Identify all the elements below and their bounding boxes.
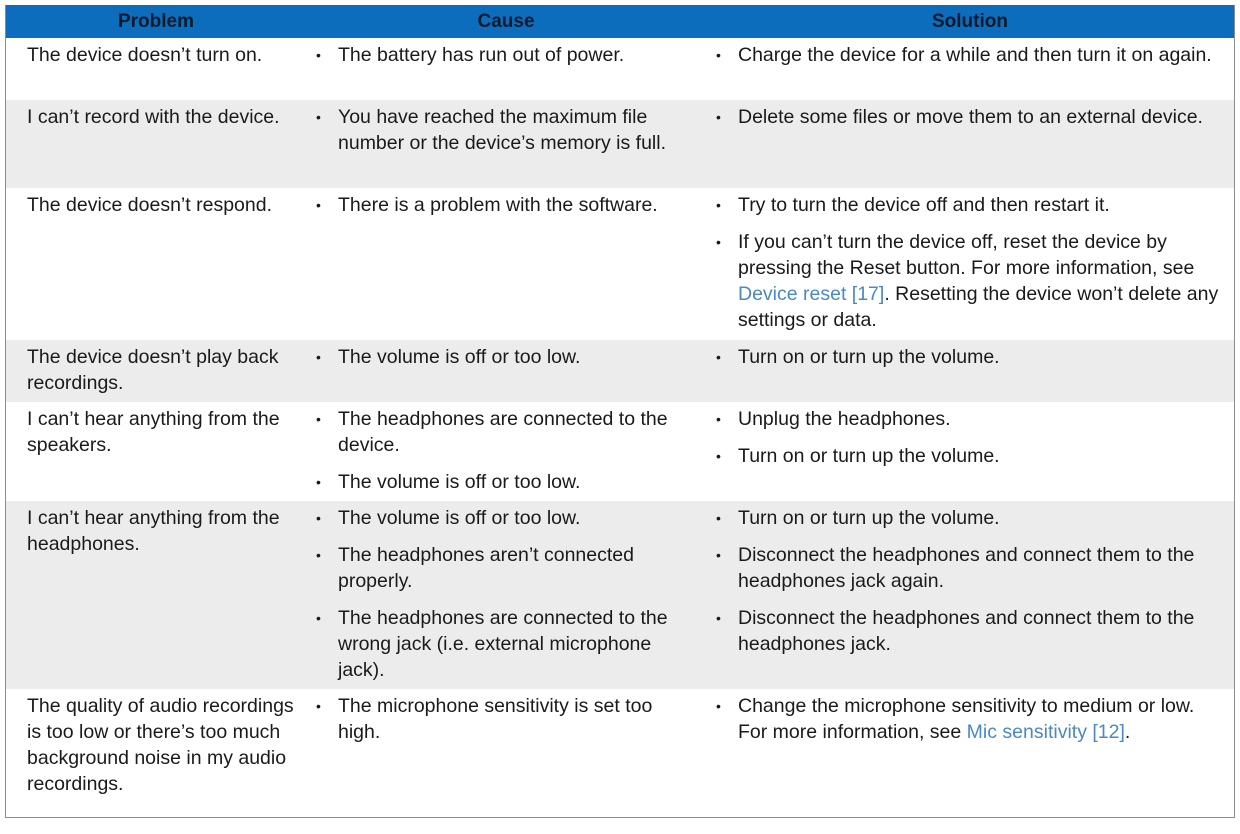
cause-item — [316, 406, 670, 458]
table-row — [6, 402, 1234, 501]
solution-text: Turn on or turn up the volume. — [738, 346, 1000, 368]
bullet-icon: • — [716, 411, 721, 427]
solution-item — [716, 192, 1220, 218]
cause-cell — [306, 104, 706, 182]
solution-text: Disconnect the headphones and connect them to the headphones jack again. — [738, 544, 1195, 592]
solution-item — [716, 542, 1220, 594]
table-row — [6, 340, 1234, 402]
bullet-icon: • — [316, 698, 321, 714]
bullet-icon: • — [716, 547, 721, 563]
solution-cell — [706, 406, 1234, 495]
cause-cell — [306, 344, 706, 396]
table-row — [6, 501, 1234, 689]
table-row — [6, 100, 1234, 188]
solution-text: Disconnect the headphones and connect them to the headphones jack. — [738, 607, 1195, 655]
cause-item — [316, 42, 670, 68]
cause-item — [316, 344, 670, 370]
bullet-icon: • — [316, 547, 321, 563]
bullet-icon: • — [316, 197, 321, 213]
cause-text: The battery has run out of power. — [338, 44, 625, 66]
table-row — [6, 38, 1234, 100]
cause-text: The headphones are connected to the wrong jack (i.e. external microphone jack). — [338, 607, 668, 681]
cause-cell — [306, 693, 706, 811]
solution-text: Unplug the headphones. — [738, 408, 951, 430]
problem-cell: I can’t hear anything from the headphones. — [27, 507, 280, 555]
bullet-icon: • — [316, 510, 321, 526]
table-row — [6, 689, 1234, 817]
solution-text: Charge the device for a while and then turn it on again. — [738, 44, 1212, 66]
cause-item — [316, 605, 670, 683]
solution-cell — [706, 693, 1234, 811]
solution-text: Turn on or turn up the volume. — [738, 507, 1000, 529]
cause-text: There is a problem with the software. — [338, 194, 658, 216]
bullet-icon: • — [716, 698, 721, 714]
solution-cell — [706, 104, 1234, 182]
solution-cell — [706, 192, 1234, 334]
cause-item — [316, 693, 670, 745]
bullet-icon: • — [316, 109, 321, 125]
cause-text: The volume is off or too low. — [338, 471, 581, 493]
solution-text: Try to turn the device off and then restart it. — [738, 194, 1110, 216]
cause-item — [316, 104, 670, 156]
problem-cell: I can’t record with the device. — [27, 106, 280, 128]
cause-text: You have reached the maximum file number or the device’s memory is full. — [338, 106, 667, 154]
cause-cell — [306, 505, 706, 683]
solution-text: Change the microphone sensitivity to medium or low. For more information, see — [738, 695, 1195, 743]
solution-cell — [706, 42, 1234, 94]
table-row — [6, 188, 1234, 340]
problem-cell: I can’t hear anything from the speakers. — [27, 408, 280, 456]
cross-reference-link[interactable]: Device reset [17] — [738, 283, 885, 305]
bullet-icon: • — [716, 197, 721, 213]
problem-cell: The device doesn’t play back recordings. — [27, 346, 279, 394]
bullet-icon: • — [716, 610, 721, 626]
header-cause: Cause — [477, 10, 535, 32]
problem-cell: The device doesn’t respond. — [27, 194, 272, 216]
cause-item — [316, 469, 670, 495]
cause-text: The volume is off or too low. — [338, 507, 581, 529]
bullet-icon: • — [716, 448, 721, 464]
bullet-icon: • — [316, 610, 321, 626]
cause-cell — [306, 406, 706, 495]
header-solution: Solution — [932, 10, 1008, 32]
header-problem: Problem — [117, 10, 195, 32]
troubleshooting-table — [5, 5, 1235, 818]
cause-item — [316, 542, 670, 594]
solution-text: Turn on or turn up the volume. — [738, 445, 1000, 467]
bullet-icon: • — [316, 474, 321, 490]
solution-text: If you can’t turn the device off, reset the device by pressing the Reset button. For more information, see — [738, 231, 1195, 279]
cause-cell — [306, 192, 706, 334]
solution-item — [716, 42, 1220, 68]
solution-item — [716, 505, 1220, 531]
table-body — [6, 38, 1234, 817]
solution-item — [716, 229, 1220, 333]
cross-reference-link[interactable]: Mic sensitivity [12] — [966, 721, 1125, 743]
solution-item — [716, 693, 1220, 745]
bullet-icon: • — [716, 510, 721, 526]
bullet-icon: • — [716, 109, 721, 125]
solution-item — [716, 406, 1220, 432]
problem-cell: The device doesn’t turn on. — [27, 44, 263, 66]
bullet-icon: • — [716, 349, 721, 365]
cause-text: The headphones aren’t connected properly. — [338, 544, 634, 592]
problem-cell: The quality of audio recordings is too low or there’s too much background noise in my audio recordings. — [27, 695, 294, 795]
bullet-icon: • — [316, 411, 321, 427]
solution-item — [716, 344, 1220, 370]
cause-text: The headphones are connected to the device. — [338, 408, 668, 456]
solution-text: . — [1124, 721, 1131, 743]
bullet-icon: • — [716, 47, 721, 63]
cause-text: The volume is off or too low. — [338, 346, 581, 368]
bullet-icon: • — [316, 47, 321, 63]
solution-item — [716, 605, 1220, 657]
solution-cell — [706, 505, 1234, 683]
cause-item — [316, 505, 670, 531]
bullet-icon: • — [316, 349, 321, 365]
solution-item — [716, 443, 1220, 469]
cause-cell — [306, 42, 706, 94]
solution-text: Delete some files or move them to an external device. — [738, 106, 1203, 128]
bullet-icon: • — [716, 234, 721, 250]
solution-item — [716, 104, 1220, 130]
cause-item — [316, 192, 670, 218]
cause-text: The microphone sensitivity is set too high. — [338, 695, 653, 743]
table-header — [6, 5, 1234, 38]
solution-text: . Resetting the device won’t delete any settings or data. — [738, 283, 1219, 331]
solution-cell — [706, 344, 1234, 396]
